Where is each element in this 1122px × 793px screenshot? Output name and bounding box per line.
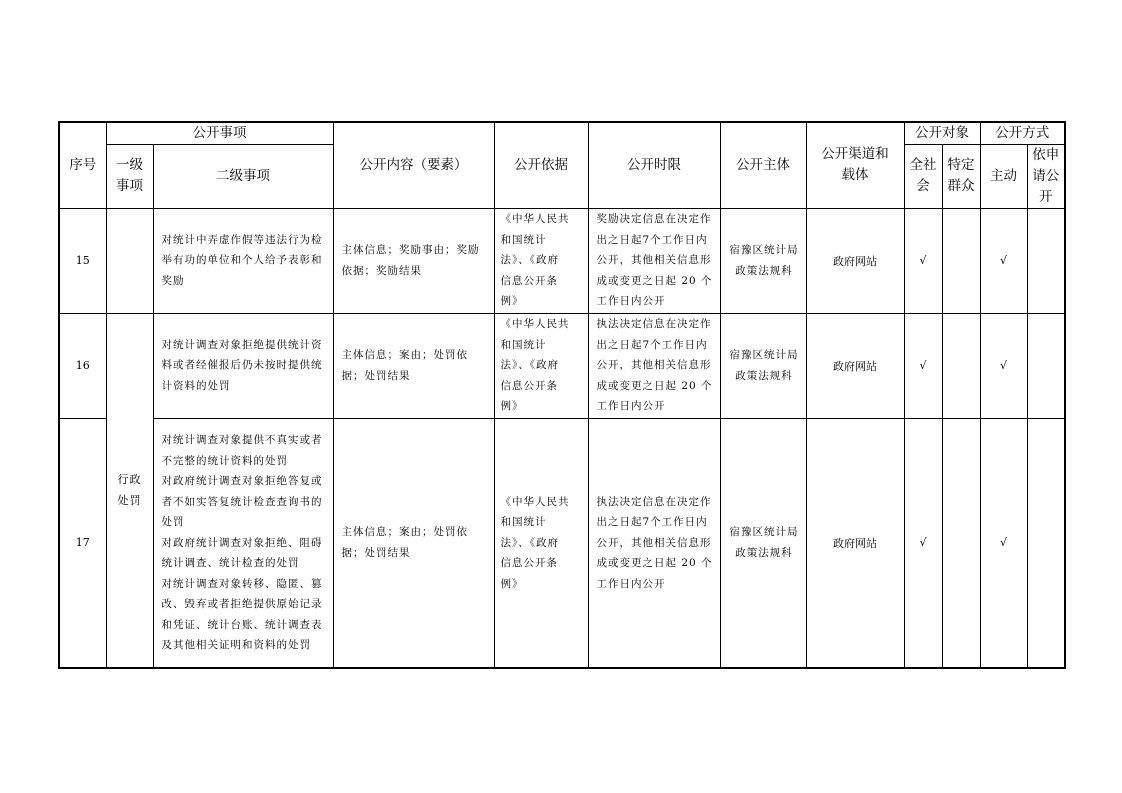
level2-item: 对政府统计调查对象拒绝答复或者不如实答复统计检查查询书的处罚 xyxy=(161,475,323,528)
basis-line: 《中华人民共 xyxy=(500,495,570,508)
header-audience-all xyxy=(904,144,942,208)
header-method: 公开方式 xyxy=(980,122,1065,144)
disclosure-table xyxy=(58,121,1066,669)
level2-item: 对统计调查对象拒绝提供统计资料或者经催报后仍未按时提供统计资料的处罚 xyxy=(161,338,323,392)
row-method-request xyxy=(1027,418,1065,668)
row-basis xyxy=(494,208,588,313)
row-seq: 15 xyxy=(59,208,106,313)
row-time-limit-text: 执法决定信息在决定作出之日起7个工作日内公开，其他相关信息形成或变更之日起 20 个工作日内公开 xyxy=(596,495,713,590)
basis-line: 法》、《政府 xyxy=(500,254,559,267)
basis-line: 法》、《政府 xyxy=(500,359,559,372)
row-content xyxy=(333,208,494,313)
row-seq: 16 xyxy=(59,313,106,418)
row-content xyxy=(333,313,494,418)
basis-line: 例》 xyxy=(500,400,524,413)
row-level1 xyxy=(106,313,153,668)
row-audience-specific xyxy=(942,313,980,418)
basis-line: 信息公开条 xyxy=(500,379,558,392)
check-icon: √ xyxy=(904,418,942,668)
header-method-request xyxy=(1027,144,1065,208)
row-subject-text: 宿豫区统计局政策法规科 xyxy=(729,526,799,559)
row-level2 xyxy=(153,208,333,313)
basis-line: 和国统计 xyxy=(500,516,547,528)
row-level2 xyxy=(153,313,333,418)
row-method-request xyxy=(1027,313,1065,418)
header-audience: 公开对象 xyxy=(904,122,980,144)
check-icon: √ xyxy=(904,208,942,313)
basis-line: 例》 xyxy=(500,295,524,308)
basis-line: 信息公开条 xyxy=(500,274,558,287)
basis-line: 例》 xyxy=(500,577,524,590)
row-subject xyxy=(720,313,806,418)
row-audience-specific xyxy=(942,208,980,313)
basis-line: 和国统计 xyxy=(500,233,547,246)
header-content: 公开内容（要素） xyxy=(333,122,494,208)
row-time-limit xyxy=(588,313,720,418)
row-time-limit xyxy=(588,418,720,668)
row-subject xyxy=(720,208,806,313)
header-level1-text: 一级事项 xyxy=(116,157,143,194)
header-time-limit: 公开时限 xyxy=(588,122,720,208)
basis-line: 信息公开条 xyxy=(500,557,558,569)
basis-line: 《中华人民共 xyxy=(500,213,570,226)
row-time-limit-text: 执法决定信息在决定作出之日起7个工作日内公开，其他相关信息形成或变更之日起 20 个工作日内公开 xyxy=(596,318,713,413)
row-method-request xyxy=(1027,208,1065,313)
row-time-limit xyxy=(588,208,720,313)
header-level2: 二级事项 xyxy=(153,144,333,208)
header-basis: 公开依据 xyxy=(494,122,588,208)
header-subject: 公开主体 xyxy=(720,122,806,208)
row-content xyxy=(333,418,494,668)
level2-item: 对统计中弄虚作假等违法行为检举有功的单位和个人给予表彰和奖励 xyxy=(161,233,323,287)
row-level1 xyxy=(106,208,153,313)
basis-line: 法》、《政府 xyxy=(500,536,559,549)
header-audience-all-text: 全社会 xyxy=(909,157,937,194)
table-row xyxy=(59,313,1065,418)
header-disclosure-items: 公开事项 xyxy=(106,122,333,144)
row-channel: 政府网站 xyxy=(806,313,904,418)
level2-item: 对统计调查对象转移、隐匿、篡改、毁弃或者拒绝提供原始记录和凭证、统计台账、统计调查表及其他相关证明和资料的处罚 xyxy=(161,577,323,651)
row-seq: 17 xyxy=(59,418,106,668)
basis-line: 和国统计 xyxy=(500,338,547,351)
row-basis xyxy=(494,313,588,418)
level2-item: 对统计调查对象提供不真实或者不完整的统计资料的处罚 xyxy=(161,434,323,467)
row-content-text: 主体信息；案由；处罚依据；处罚结果 xyxy=(341,349,468,382)
check-icon: √ xyxy=(904,313,942,418)
header-method-request-text: 依申请公开 xyxy=(1032,146,1060,205)
header-level1 xyxy=(106,144,153,208)
table-row xyxy=(59,418,1065,668)
row-subject-text: 宿豫区统计局政策法规科 xyxy=(729,349,799,382)
header-audience-specific-text: 特定群众 xyxy=(947,157,975,194)
header-method-active: 主动 xyxy=(980,144,1027,208)
level2-item: 对政府统计调查对象拒绝、阻碍统计调查、统计检查的处罚 xyxy=(161,536,323,569)
check-icon: √ xyxy=(980,313,1027,418)
row-level1-text: 行政处罚 xyxy=(117,473,142,508)
row-basis xyxy=(494,418,588,668)
header-audience-specific xyxy=(942,144,980,208)
basis-line: 《中华人民共 xyxy=(500,318,570,331)
row-audience-specific xyxy=(942,418,980,668)
table-row xyxy=(59,208,1065,313)
row-subject xyxy=(720,418,806,668)
row-channel: 政府网站 xyxy=(806,208,904,313)
header-channel-text: 公开渠道和载体 xyxy=(821,146,889,184)
header-channel xyxy=(806,122,904,208)
row-time-limit-text: 奖励决定信息在决定作出之日起7个工作日内公开，其他相关信息形成或变更之日起 20 个工作日内公开 xyxy=(596,213,713,308)
row-channel: 政府网站 xyxy=(806,418,904,668)
header-seq: 序号 xyxy=(59,122,106,208)
row-level2 xyxy=(153,418,333,668)
row-subject-text: 宿豫区统计局政策法规科 xyxy=(729,244,799,277)
row-content-text: 主体信息；奖励事由；奖励依据；奖励结果 xyxy=(341,244,480,277)
row-content-text: 主体信息；案由；处罚依据；处罚结果 xyxy=(341,526,468,559)
check-icon: √ xyxy=(980,208,1027,313)
check-icon: √ xyxy=(980,418,1027,668)
